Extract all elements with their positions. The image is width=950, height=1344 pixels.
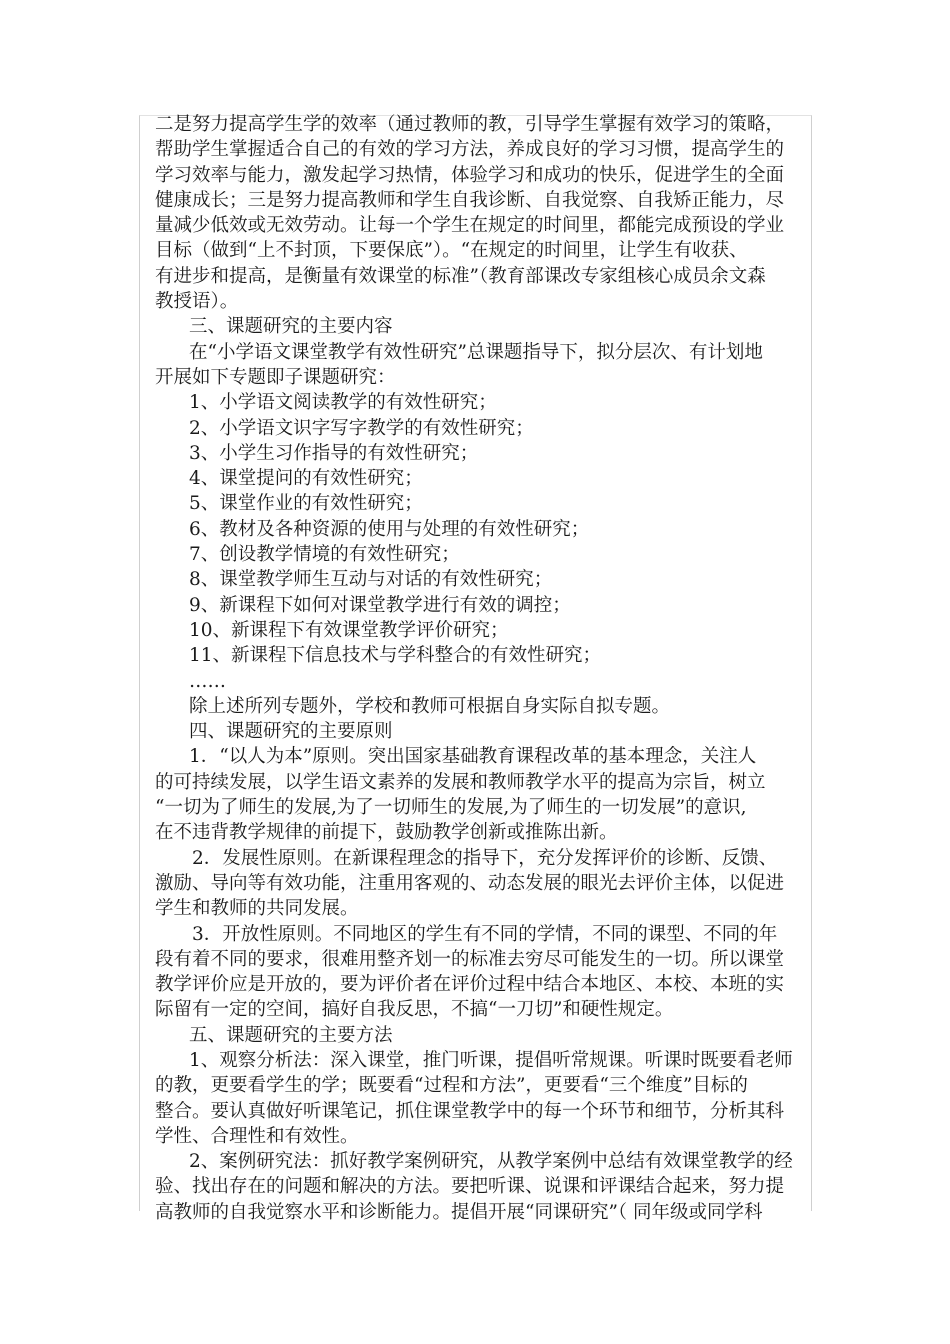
text-line: 四、课题研究的主要原则 [189,721,393,743]
text-line: 4、课堂提问的有效性研究； [189,468,423,490]
text-line: 2．发展性原则。在新课程理念的指导下，充分发挥评价的诊断、反馈、 [192,847,778,869]
text-line: 2、案例研究法：抓好教学案例研究，从教学案例中总结有效课堂教学的经 [189,1151,793,1173]
text-line: 5、课堂作业的有效性研究； [189,493,423,515]
text-line: 二是努力提高学生学的效率（通过教师的教，引导学生掌握有效学习的策略， [155,114,785,135]
text-line: 9、新课程下如何对课堂教学进行有效的调控； [189,594,571,616]
text-line: 段有着不同的要求，很难用整齐划一的标准去穷尽可能发生的一切。所以课堂 [155,948,785,970]
text-line: 的教，更要看学生的学；既要看“过程和方法”，更要看“三个维度”目标的 [155,1075,748,1097]
text-line: 教授语）。 [155,291,239,313]
text-line: 学习效率与能力，激发起学习热情，体验学习和成功的快乐，促进学生的全面 [155,164,785,186]
text-line: 三、课题研究的主要内容 [189,316,393,338]
text-line: 学生和教师的共同发展。 [155,898,359,920]
text-line: 验、找出存在的问题和解决的方法。要把听课、说课和评课结合起来，努力提 [155,1176,785,1198]
text-line: 11、新课程下信息技术与学科整合的有效性研究； [189,645,602,667]
text-line: 激励、导向等有效功能，注重用客观的、动态发展的眼光去评价主体，以促进 [155,872,785,894]
text-line: 6、教材及各种资源的使用与处理的有效性研究； [189,518,590,540]
text-line: 际留有一定的空间，搞好自我反思，不搞“一刀切”和硬性规定。 [155,999,674,1021]
text-line: 7、创设教学情境的有效性研究； [189,544,460,566]
text-line: 10、新课程下有效课堂教学评价研究； [189,619,509,641]
text-line: 学性、合理性和有效性。 [155,1125,359,1147]
text-line: 3．开放性原则。不同地区的学生有不同的学情，不同的课型、不同的年 [192,923,778,945]
text-line: 开展如下专题即子课题研究： [155,366,396,388]
text-line: 健康成长；三是努力提高教师和学生自我诊断、自我觉察、自我矫正能力，尽 [155,189,785,211]
text-line: “一切为了师生的发展,为了一切师生的发展,为了师生的一切发展”的意识, [155,797,747,819]
text-line: 高教师的自我觉察水平和诊断能力。提倡开展“同课研究”（ 同年级或同学科 [155,1201,763,1223]
text-line: 教学评价应是开放的，要为评价者在评价过程中结合本地区、本校、本班的实 [155,974,785,996]
text-line: 在“小学语文课堂教学有效性研究”总课题指导下，拟分层次、有计划地 [189,341,763,363]
text-line: 除上述所列专题外，学校和教师可根据自身实际自拟专题。 [189,695,671,717]
text-line: 1．“以人为本”原则。突出国家基础教育课程改革的基本理念，关注人 [189,746,757,768]
text-line: 8、课堂教学师生互动与对话的有效性研究； [189,569,553,591]
text-line: 整合。要认真做好听课笔记，抓住课堂教学中的每一个环节和细节，分析其科 [155,1100,785,1122]
text-line: 目标（做到“上不封顶，下要保底”）。“在规定的时间里，让学生有收获、 [155,240,748,262]
text-line: 的可持续发展，以学生语文素养的发展和教师教学水平的提高为宗旨，树立 [155,771,766,793]
text-line: 在不违背教学规律的前提下，鼓励教学创新或推陈出新。 [155,822,618,844]
text-line: 帮助学生掌握适合自己的有效的学习方法，养成良好的学习习惯，提高学生的 [155,139,785,161]
text-line: 有进步和提高，是衡量有效课堂的标准”（教育部课改专家组核心成员余文森 [155,265,766,287]
text-line: 1、观察分析法：深入课堂，推门听课，提倡听常规课。听课时既要看老师 [189,1049,793,1071]
text-line: …… [189,670,226,692]
document-body [155,112,815,1225]
text-line: 量减少低效或无效劳动。让每一个学生在规定的时间里，都能完成预设的学业 [155,215,785,237]
text-line: 1、小学语文阅读教学的有效性研究； [189,392,497,414]
text-line: 五、课题研究的主要方法 [189,1024,393,1046]
text-line: 3、小学生习作指导的有效性研究； [189,442,479,464]
text-line: 2、小学语文识字写字教学的有效性研究； [189,417,534,439]
